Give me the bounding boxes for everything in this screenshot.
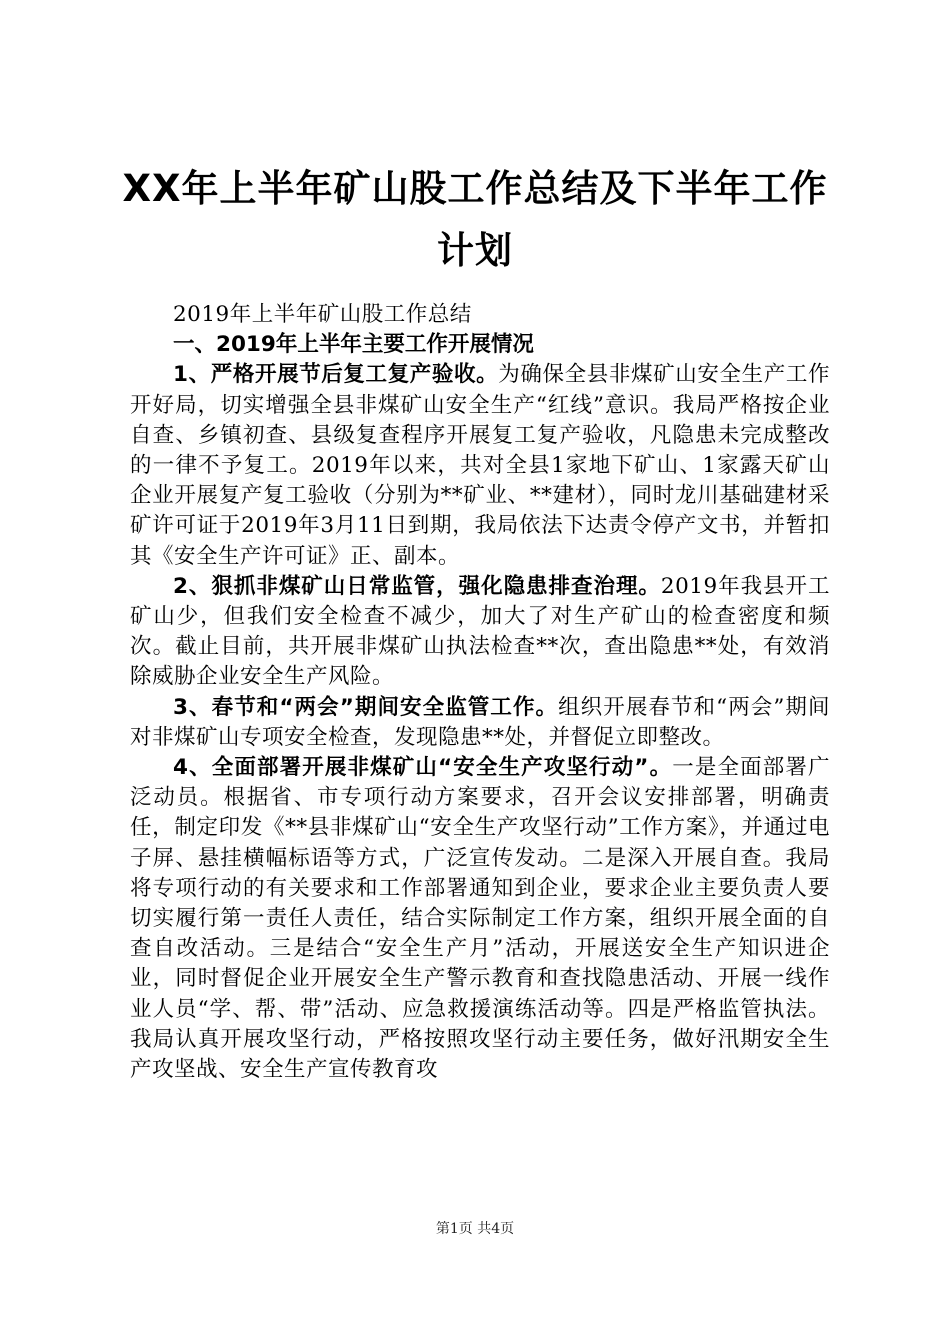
work-item-2-text: 2019年我县开工矿山少，但我们安全检查不减少，加大了对生产矿山的检查密度和频次。截止目前，共开展非煤矿山执法检查**次，查出隐患**处，有效消除威胁企业安全生产风险。 (130, 573, 830, 690)
work-item-4 (130, 753, 830, 1085)
summary-subtitle: 2019年上半年矿山股工作总结 (173, 302, 472, 327)
work-item-3-text: 组织开展春节和“两会”期间对非煤矿山专项安全检查，发现隐患**处，并督促立即整改。 (130, 694, 830, 750)
work-item-1 (130, 360, 830, 571)
work-item-3-lead: 3、春节和“两会”期间安全监管工作。 (173, 694, 559, 720)
work-item-2 (130, 572, 830, 693)
work-item-3 (130, 693, 830, 753)
work-item-4-lead: 4、全面部署开展非煤矿山“安全生产攻坚行动”。 (173, 755, 673, 781)
work-item-1-text: 为确保全县非煤矿山安全生产工作开好局，切实增强全县非煤矿山安全生产“红线”意识。我局严格按企业自查、乡镇初查、县级复查程序开展复工复产验收，凡隐患未完成整改的一律不予复工。2019年以来，共对全县1家地下矿山、1家露天矿山企业开展复产复工验收（分别为**矿业、**建材），同时龙川基础建材采矿许可证于2019年3月11日到期，我局依法下达责令停产文书，并暂扣其《安全生产许可证》正、副本。 (130, 362, 830, 569)
page-footer: 第1页 共4页 (435, 1221, 515, 1237)
section-heading: 一、2019年上半年主要工作开展情况 (173, 332, 534, 358)
work-item-4-text: 一是全面部署广泛动员。根据省、市专项行动方案要求，召开会议安排部署，明确责任，制定印发《**县非煤矿山“安全生产攻坚行动”工作方案》，并通过电子屏、悬挂横幅标语等方式，广泛宣传发动。二是深入开展自查。我局将专项行动的有关要求和工作部署通知到企业，要求企业主要负责人要切实履行第一责任人责任，结合实际制定工作方案，组织开展全面的自查自改活动。三是结合“安全生产月”活动，开展送安全生产知识进企业，同时督促企业开展安全生产警示教育和查找隐患活动、开展一线作业人员“学、帮、带”活动、应急救援演练活动等。四是严格监管执法。我局认真开展攻坚行动，严格按照攻坚行动主要任务，做好汛期安全生产攻坚战、安全生产宣传教育攻 (130, 755, 830, 1083)
work-item-1-lead: 1、严格开展节后复工复产验收。 (173, 362, 499, 388)
work-item-2-lead: 2、狠抓非煤矿山日常监管，强化隐患排查治理。 (173, 573, 661, 599)
document-title: XX年上半年矿山股工作总结及下半年工作计划 (122, 167, 828, 272)
document-body (130, 300, 830, 1085)
